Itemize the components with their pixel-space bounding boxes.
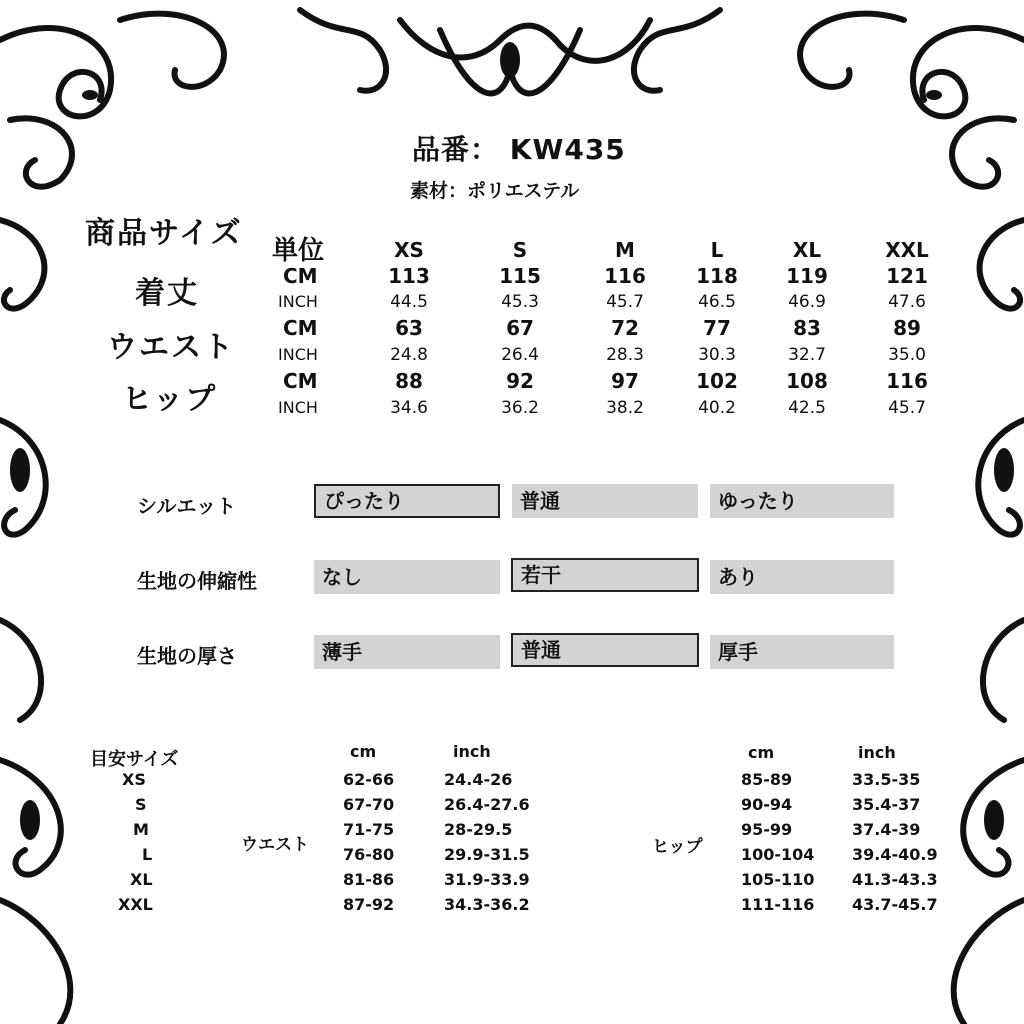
thickness-option-thick: 厚手 <box>710 635 894 669</box>
waist-inch-xs: 24.8 <box>390 345 428 365</box>
guide-waist-cm: 76-80 <box>343 845 395 864</box>
attr-label-silhouette: シルエット <box>137 494 237 518</box>
attr-label-stretch: 生地の伸縮性 <box>137 569 257 593</box>
length-inch-l: 46.5 <box>698 292 736 312</box>
guide-hip-label: ヒップ <box>652 837 703 857</box>
guide-waist-cm: 87-92 <box>343 895 395 914</box>
row-label-length: 着丈 <box>135 276 199 311</box>
guide-hip-inch: 37.4-39 <box>852 820 921 839</box>
length-cm-xl: 119 <box>786 264 828 288</box>
size-header-xs: XS <box>394 238 424 262</box>
attr-label-thickness: 生地の厚さ <box>137 644 237 668</box>
size-header-xxl: XXL <box>885 238 929 262</box>
waist-cm-s: 67 <box>506 316 534 340</box>
size-header-xl: XL <box>792 238 822 262</box>
guide-size-m: M <box>133 820 149 839</box>
length-inch-xxl: 47.6 <box>888 292 926 312</box>
waist-cm-m: 72 <box>611 316 639 340</box>
guide-size-xs: XS <box>122 770 146 789</box>
guide-waist-label: ウエスト <box>241 835 309 855</box>
guide-hip-inch: 35.4-37 <box>852 795 921 814</box>
unit-label: 単位 <box>272 236 325 266</box>
guide-hip-cm: 85-89 <box>741 770 793 789</box>
guide-size-l: L <box>142 845 153 864</box>
hip-inch-m: 38.2 <box>606 398 644 418</box>
guide-hip-inch: 39.4-40.9 <box>852 845 938 864</box>
guide-hip-cm: 111-116 <box>741 895 815 914</box>
guide-waist-cm-header: cm <box>350 742 377 761</box>
guide-waist-inch: 29.9-31.5 <box>444 845 530 864</box>
guide-waist-inch: 34.3-36.2 <box>444 895 530 914</box>
thickness-option-regular: 普通 <box>511 633 699 667</box>
waist-cm-l: 77 <box>703 316 731 340</box>
size-header-m: M <box>615 238 635 262</box>
length-cm-l: 118 <box>696 264 738 288</box>
guide-waist-inch: 26.4-27.6 <box>444 795 530 814</box>
hip-inch-xl: 42.5 <box>788 398 826 418</box>
hip-inch-l: 40.2 <box>698 398 736 418</box>
waist-cm-xs: 63 <box>395 316 423 340</box>
waist-inch-xxl: 35.0 <box>888 345 926 365</box>
guide-size-xxl: XXL <box>118 895 153 914</box>
unit-cm: CM <box>283 369 318 393</box>
length-cm-xs: 113 <box>388 264 430 288</box>
hip-inch-xxl: 45.7 <box>888 398 926 418</box>
guide-waist-cm: 67-70 <box>343 795 395 814</box>
hip-cm-xs: 88 <box>395 369 423 393</box>
hip-cm-xl: 108 <box>786 369 828 393</box>
guide-hip-inch: 41.3-43.3 <box>852 870 938 889</box>
guide-waist-inch: 24.4-26 <box>444 770 513 789</box>
unit-cm: CM <box>283 264 318 288</box>
hip-inch-s: 36.2 <box>501 398 539 418</box>
guide-waist-inch: 28-29.5 <box>444 820 513 839</box>
silhouette-option-fitted: ぴったり <box>314 484 500 518</box>
thickness-option-thin: 薄手 <box>314 635 500 669</box>
waist-cm-xxl: 89 <box>893 316 921 340</box>
waist-inch-m: 28.3 <box>606 345 644 365</box>
length-inch-xs: 44.5 <box>390 292 428 312</box>
unit-cm: CM <box>283 316 318 340</box>
row-label-waist: ウエスト <box>107 330 235 365</box>
silhouette-option-regular: 普通 <box>512 484 698 518</box>
waist-inch-s: 26.4 <box>501 345 539 365</box>
guide-size-xl: XL <box>130 870 153 889</box>
hip-cm-s: 92 <box>506 369 534 393</box>
guide-hip-cm-header: cm <box>748 743 775 762</box>
guide-hip-cm: 105-110 <box>741 870 815 889</box>
guide-waist-cm: 71-75 <box>343 820 395 839</box>
length-inch-xl: 46.9 <box>788 292 826 312</box>
hip-cm-m: 97 <box>611 369 639 393</box>
waist-inch-xl: 32.7 <box>788 345 826 365</box>
length-inch-m: 45.7 <box>606 292 644 312</box>
guide-waist-inch: 31.9-33.9 <box>444 870 530 889</box>
row-label-hip: ヒップ <box>122 382 218 417</box>
hip-cm-xxl: 116 <box>886 369 928 393</box>
guide-title: 目安サイズ <box>90 749 179 770</box>
guide-waist-cm: 62-66 <box>343 770 395 789</box>
hip-inch-xs: 34.6 <box>390 398 428 418</box>
guide-hip-inch-header: inch <box>858 743 896 762</box>
waist-cm-xl: 83 <box>793 316 821 340</box>
size-section-title: 商品サイズ <box>85 216 243 251</box>
guide-hip-inch: 33.5-35 <box>852 770 921 789</box>
stretch-option-yes: あり <box>710 560 894 594</box>
guide-hip-inch: 43.7-45.7 <box>852 895 938 914</box>
stretch-option-none: なし <box>314 560 500 594</box>
guide-size-s: S <box>135 795 147 814</box>
length-cm-m: 116 <box>604 264 646 288</box>
size-header-s: S <box>512 238 528 262</box>
guide-waist-inch-header: inch <box>453 742 491 761</box>
guide-hip-cm: 100-104 <box>741 845 815 864</box>
guide-hip-cm: 95-99 <box>741 820 793 839</box>
waist-inch-l: 30.3 <box>698 345 736 365</box>
guide-hip-cm: 90-94 <box>741 795 793 814</box>
silhouette-option-loose: ゆったり <box>710 484 894 518</box>
unit-inch: INCH <box>278 398 318 417</box>
length-cm-s: 115 <box>499 264 541 288</box>
size-header-l: L <box>710 238 724 262</box>
unit-inch: INCH <box>278 292 318 311</box>
length-cm-xxl: 121 <box>886 264 928 288</box>
product-number: 品番： KW435 <box>412 133 626 166</box>
material: 素材：ポリエステル <box>410 180 580 202</box>
stretch-option-slight: 若干 <box>511 558 699 592</box>
length-inch-s: 45.3 <box>501 292 539 312</box>
guide-waist-cm: 81-86 <box>343 870 395 889</box>
hip-cm-l: 102 <box>696 369 738 393</box>
unit-inch: INCH <box>278 345 318 364</box>
